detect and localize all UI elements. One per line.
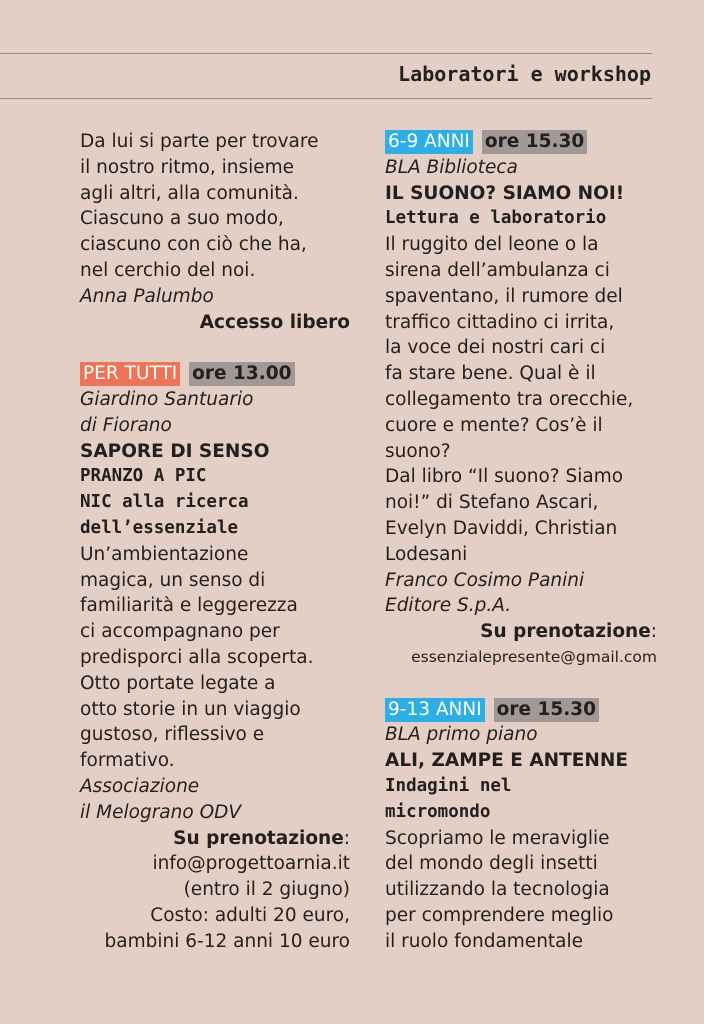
description-line: cuore e mente? Cos’è il xyxy=(385,414,603,436)
right-column xyxy=(385,129,657,955)
event-organizer: il Melograno ODV xyxy=(80,801,242,823)
quote-line: nel cerchio del noi. xyxy=(80,259,256,281)
event-publisher: Editore S.p.A. xyxy=(385,595,512,617)
description-line: collegamento tra orecchie, xyxy=(385,388,634,410)
description-line: spaventano, il rumore del xyxy=(385,285,623,307)
event-publisher: Franco Cosimo Panini xyxy=(385,569,585,591)
description-line: predisporci alla scoperta. xyxy=(80,646,314,668)
description-line: noi!” di Stefano Ascari, xyxy=(385,492,599,514)
price-children: bambini 6-12 anni 10 euro xyxy=(104,930,350,952)
event-subtitle: micromondo xyxy=(385,801,491,822)
event-title: IL SUONO? SIAMO NOI! xyxy=(385,182,625,204)
event-description xyxy=(80,542,350,774)
description-line: traffico cittadino ci irrita, xyxy=(385,311,615,333)
booking-label: Su prenotazione: xyxy=(173,827,350,849)
description-line: la voce dei nostri cari ci xyxy=(385,337,606,359)
price-adults: Costo: adulti 20 euro, xyxy=(150,904,350,926)
description-line: suono? xyxy=(385,440,451,462)
age-tag: 6-9 ANNI xyxy=(385,130,473,154)
description-line: del mondo degli insetti xyxy=(385,853,598,875)
booking-email[interactable]: info@progettoarnia.it xyxy=(152,853,350,875)
event-title: SAPORE DI SENSO xyxy=(80,440,270,462)
quote-line: Ciascuno a suo modo, xyxy=(80,208,284,230)
description-line: gustoso, riflessivo e xyxy=(80,724,265,746)
header-bottom-rule xyxy=(0,98,652,99)
booking-email[interactable]: essenzialepresente@gmail.com xyxy=(411,647,657,666)
event-subtitle: Lettura e laboratorio xyxy=(385,208,607,229)
description-line: Evelyn Daviddi, Christian xyxy=(385,517,618,539)
access-note: Accesso libero xyxy=(199,311,350,333)
booking-label: Su prenotazione: xyxy=(480,621,657,643)
age-tag: PER TUTTI xyxy=(80,362,180,386)
event-header xyxy=(80,361,350,387)
section-title: Laboratori e workshop xyxy=(398,62,651,86)
time-badge: ore 15.30 xyxy=(482,130,587,154)
description-line: Dal libro “Il suono? Siamo xyxy=(385,466,624,488)
time-badge: ore 13.00 xyxy=(189,362,294,386)
description-line: formativo. xyxy=(80,750,175,772)
description-line: Lodesani xyxy=(385,543,468,565)
quote-author: Anna Palumbo xyxy=(80,285,214,307)
event-location: di Fiorano xyxy=(80,414,172,436)
quote xyxy=(80,129,350,284)
description-line: familiarità e leggerezza xyxy=(80,595,298,617)
booking-deadline: (entro il 2 giugno) xyxy=(183,879,350,901)
description-line: fa stare bene. Qual è il xyxy=(385,363,596,385)
description-line: Otto portate legate a xyxy=(80,672,276,694)
event-description xyxy=(385,826,657,955)
event-subtitle: Indagini nel xyxy=(385,775,512,796)
age-tag: 9-13 ANNI xyxy=(385,698,485,722)
event-subtitle: NIC alla ricerca xyxy=(80,492,249,513)
event-location: BLA Biblioteca xyxy=(385,156,518,178)
quote-line: ciascuno con ciò che ha, xyxy=(80,234,307,256)
description-line: ci accompagnano per xyxy=(80,621,280,643)
event-location: BLA primo piano xyxy=(385,724,538,746)
description-line: Il ruggito del leone o la xyxy=(385,234,599,256)
description-line: Un’ambientazione xyxy=(80,543,249,565)
description-line: magica, un senso di xyxy=(80,569,266,591)
quote-line: Da lui si parte per trovare xyxy=(80,131,319,152)
description-line: otto storie in un viaggio xyxy=(80,698,301,720)
event-subtitle: dell’essenziale xyxy=(80,517,239,538)
event-organizer: Associazione xyxy=(80,775,200,797)
description-line: Scopriamo le meraviglie xyxy=(385,827,610,849)
event-description xyxy=(385,232,657,567)
description-line: per comprendere meglio xyxy=(385,904,614,926)
left-column xyxy=(80,129,350,955)
event-header xyxy=(385,129,657,155)
event-subtitle: PRANZO A PIC xyxy=(80,466,207,487)
event-location: Giardino Santuario xyxy=(80,388,254,410)
quote-line: agli altri, alla comunità. xyxy=(80,182,299,204)
description-line: il ruolo fondamentale xyxy=(385,930,584,952)
event-header xyxy=(385,697,657,723)
event-title: ALI, ZAMPE E ANTENNE xyxy=(385,750,628,772)
quote-line: il nostro ritmo, insieme xyxy=(80,156,295,178)
header-top-rule xyxy=(0,53,652,54)
description-line: utilizzando la tecnologia xyxy=(385,879,610,901)
time-badge: ore 15.30 xyxy=(494,698,599,722)
description-line: sirena dell’ambulanza ci xyxy=(385,259,610,281)
